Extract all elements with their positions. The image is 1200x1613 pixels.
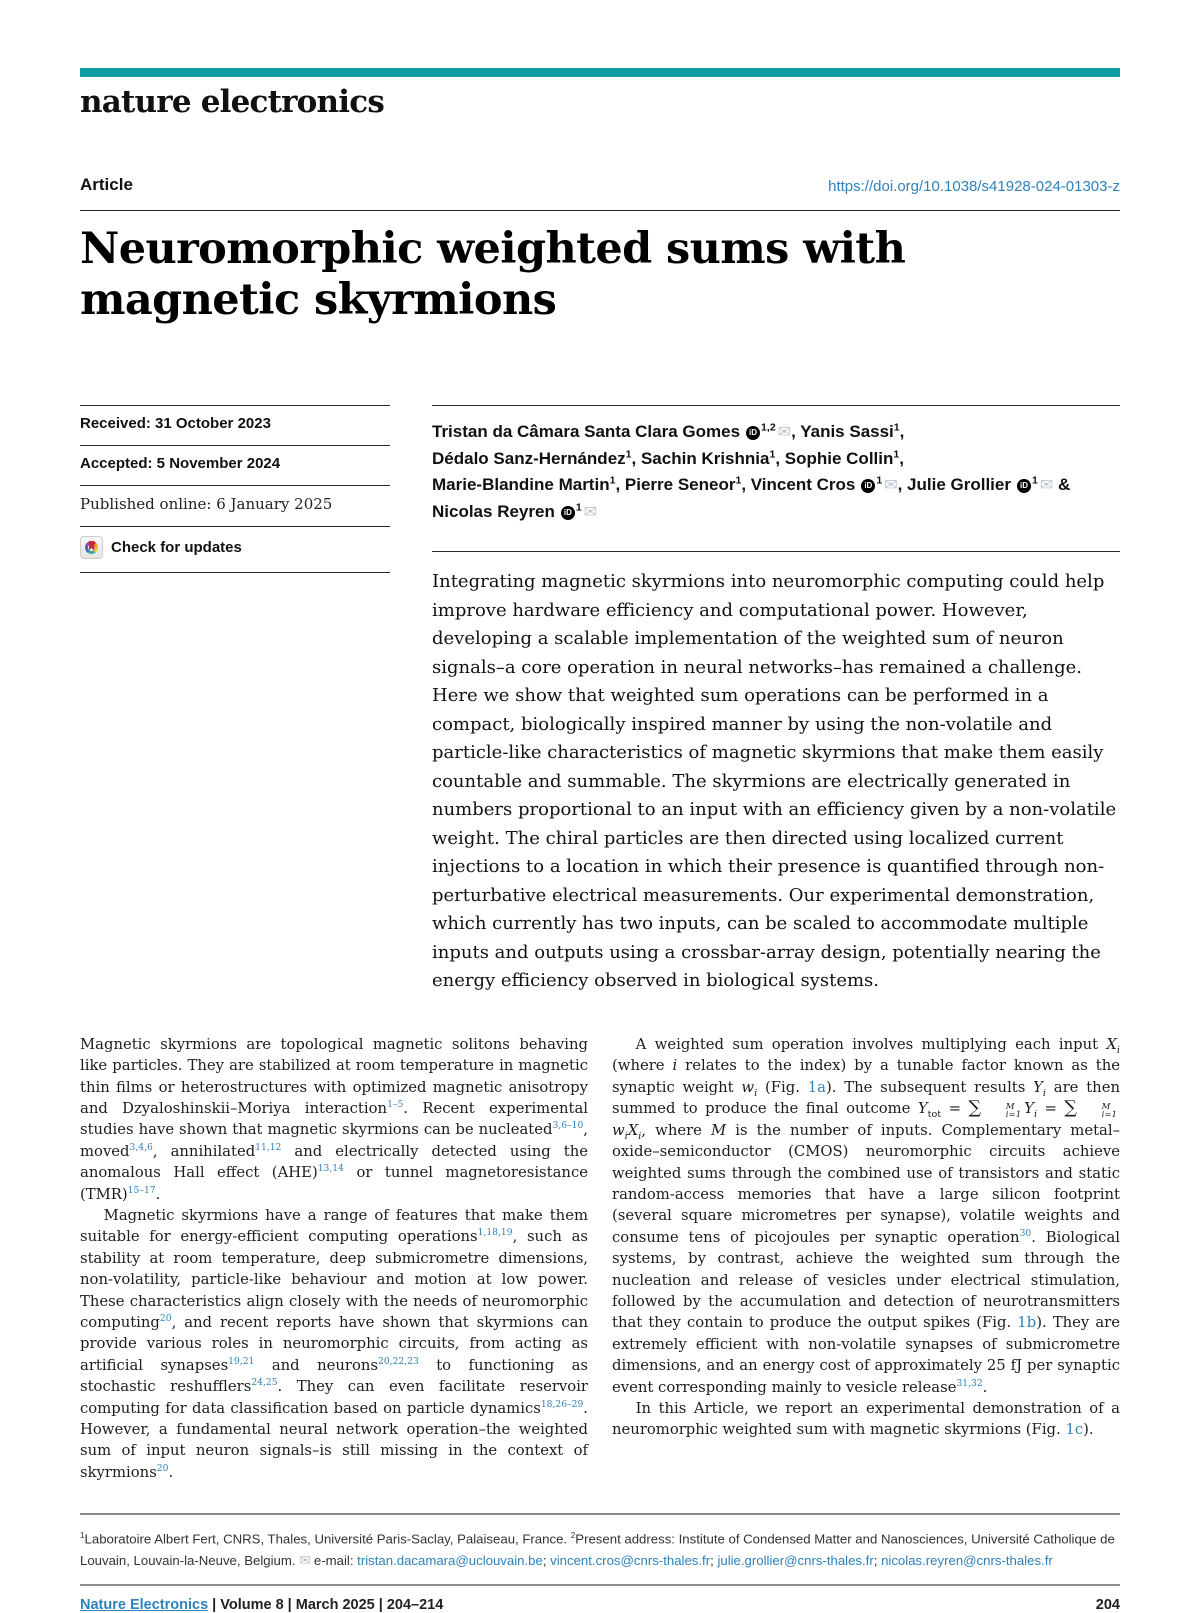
inline-link[interactable]: 1b [1017,1314,1037,1332]
published-date: Published online: 6 January 2025 [80,485,390,526]
abstract-text: Integrating magnetic skyrmions into neuromorphic computing could help improve hardware efficiency and computational power. However, developing a scalable implementation of the weighted sum of neuron signals–a core operation in neural networks–has remained a challenge. Here we show that weighted sum operations can be performed in a compact, biologically inspired manner by using the non-volatile and particle-like characteristics of magnetic skyrmions that make them easily countable and summable. The skyrmions are electrically generated in numbers proportional to an input with an efficiency given by a non-volatile weight. The chiral particles are then directed using localized current injections to a location in which their presence is quantified through non-perturbative electrical measurements. Our experimental demonstration, which currently has two inputs, can be scaled to accommodate multiple inputs and outputs using a crossbar-array design, potentially nearing the energy efficiency observed in biological systems. [432,551,1120,996]
check-for-updates-label: Check for updates [111,538,242,556]
reference-superscript[interactable]: 11,12 [255,1141,282,1153]
author-list: Tristan da Câmara Santa Clara Gomes iD $^{1,2}$ ✉, Yanis Sassi$^1$, Dédalo Sanz-Hernández$^1$, Sachin Krishnia$^1$, Sophie Collin$^1$, Marie-Blandine Martin$^1$, Pierre Seneor$^1$, Vincent Cros iD $^1$ ✉, Julie Grollier iD $^1$ ✉ & Nicolas Reyren iD $^1$ ✉ [432,405,1120,526]
dates-column [80,405,390,996]
reference-superscript[interactable]: 30 [1019,1227,1032,1239]
doi-link[interactable]: https://doi.org/10.1038/s41928-024-01303-z [828,177,1120,195]
meta-author-row [80,405,1120,996]
journal-link[interactable]: Nature Electronics [80,1596,209,1613]
affiliations-footnote: $^1$Laboratoire Albert Fert, CNRS, Thales, Université Paris-Saclay, Palaiseau, France. $^2$Present address: Institute of Condensed Matter and Nanosciences, Université Catholique de Louvain, Louvain-la-Neuve, Belgium. ✉ e-mail: tristan.dacamara@uclouvain.be; vincent.cros@cnrs-thales.fr; julie.grollier@cnrs-thales.fr; nicolas.reyren@cnrs-thales.fr [80,1513,1120,1571]
page-footer [80,1584,1120,1613]
reference-superscript[interactable]: 15–17 [127,1184,156,1196]
envelope-icon: ✉ [777,423,792,441]
author-abstract-column [432,405,1120,996]
inline-link[interactable]: 1a [807,1078,826,1096]
sum-limits: M i=1 [1005,1101,1022,1121]
reference-superscript[interactable]: 24,25 [251,1377,278,1389]
body-column-left [80,1034,588,1484]
inline-link[interactable]: 1c [1065,1421,1084,1439]
footer-citation [80,1597,443,1613]
envelope-icon: ✉ [884,477,898,495]
orcid-icon: iD [746,426,760,440]
article-title: Neuromorphic weighted sums with magnetic skyrmions [80,223,906,326]
paragraph: Magnetic skyrmions are topological magnetic solitons behaving like particles. They are stabilized at room temperature in magnetic thin films or heterostructures with optimized magnetic anisotropy and Dzyaloshinskii–Moriya interaction$^{1-5}$. Recent experimental studies have shown that magnetic skyrmions can be nucleated$^{3,6-10}$, moved$^{3,4,6}$, annihilated$^{11,12}$ and electrically detected using the anomalous Hall effect (AHE)$^{13,14}$ or tunnel magnetoresistance (TMR)$^{15-17}$. [80,1035,588,1203]
issue-info: | Volume 8 | March 2025 | 204–214 [208,1596,444,1613]
reference-superscript[interactable]: 19,21 [228,1355,255,1367]
reference-superscript[interactable]: 3,4,6 [129,1141,153,1153]
article-header [80,175,1120,211]
page-number: 204 [1095,1596,1120,1613]
journal-logo: nature electronics [80,84,385,120]
body-text [80,1034,1120,1484]
orcid-icon: iD [1017,479,1031,493]
orcid-icon: iD [861,479,875,493]
reference-superscript[interactable]: 20 [156,1462,169,1474]
accepted-date: Accepted: 5 November 2024 [80,445,390,485]
inline-link[interactable]: nicolas.reyren@cnrs-thales.fr [881,1553,1053,1569]
reference-superscript[interactable]: 31,32 [956,1377,983,1389]
check-for-updates-button[interactable] [80,526,390,573]
reference-superscript[interactable]: 1,18,19 [477,1227,513,1239]
reference-superscript[interactable]: 13,14 [317,1163,344,1175]
envelope-icon: ✉ [299,1552,311,1569]
reference-superscript[interactable]: 1–5 [387,1099,404,1110]
article-type-label: Article [80,174,133,194]
reference-superscript[interactable]: 3,6–10 [552,1120,584,1132]
paragraph: Magnetic skyrmions have a range of features that make them suitable for energy-efficient computing operations$^{1,18,19}$, such as stability at room temperature, deep submicrometre dimensions, non-volatility, particle-like behaviour and motion at low power. These characteristics align closely with the needs of neuromorphic computing$^{20}$, and recent reports have shown that skyrmions can provide various roles in neuromorphic circuits, from acting as artificial synapses$^{19,21}$ and neurons$^{20,22,23}$ to functioning as stochastic reshufflers$^{24,25}$. They can even facilitate reservoir computing for data classification based on particle dynamics$^{18,26-29}$. However, a fundamental neural network operation–the weighted sum of input neuron signals–is still missing in the context of skyrmions$^{20}$. [80,1206,589,1481]
inline-link[interactable]: vincent.cros@cnrs-thales.fr [550,1553,711,1569]
received-date: Received: 31 October 2023 [80,405,390,445]
body-column-right [612,1034,1120,1484]
inline-link[interactable]: tristan.dacamara@uclouvain.be [357,1553,543,1569]
envelope-icon: ✉ [583,504,598,522]
reference-superscript[interactable]: 18,26–29 [540,1398,584,1410]
reference-superscript[interactable]: 20,22,23 [378,1355,419,1367]
paragraph: A weighted sum operation involves multiplying each input $X_i$ (where i relates to the index) by a tunable factor known as the synaptic weight $w_i$ (Fig. 1a). The subsequent results $Y_i$ are then summed to produce the final outcome $Y_{tot}$ = ∑ M i=1 $Y_i$ = ∑ M i=1 $w_iX_i$, where M is the number of inputs. Complementary metal–oxide–semiconductor (CMOS) neuromorphic circuits achieve weighted sums through the combined use of transistors and static random-access memories that have a large silicon footprint (several square micrometres per synapse), volatile weights and consume tens of picojoules per synaptic operation$^{30}$. Biological systems, by contrast, achieve the weighted sum through the nucleation and release of vesicles under electrical stimulation, followed by the accumulation and detection of neurotransmitters that they contain to produce the output spikes (Fig. 1b). They are extremely efficient with non-volatile synapses of submicrometre dimensions, and an energy cost of approximately 25 fJ per synaptic event corresponding mainly to vesicle release$^{31,32}$. [612,1035,1120,1396]
crossmark-icon [80,536,103,559]
sum-limits: M i=1 [1101,1101,1117,1121]
envelope-icon: ✉ [1039,477,1054,495]
masthead-bar [80,68,1120,77]
orcid-icon: iD [561,506,575,520]
reference-superscript[interactable]: 20 [159,1313,172,1325]
inline-link[interactable]: julie.grollier@cnrs-thales.fr [717,1553,874,1569]
paragraph: In this Article, we report an experimental demonstration of a neuromorphic weighted sum with magnetic skyrmions (Fig. 1c). [612,1400,1120,1439]
